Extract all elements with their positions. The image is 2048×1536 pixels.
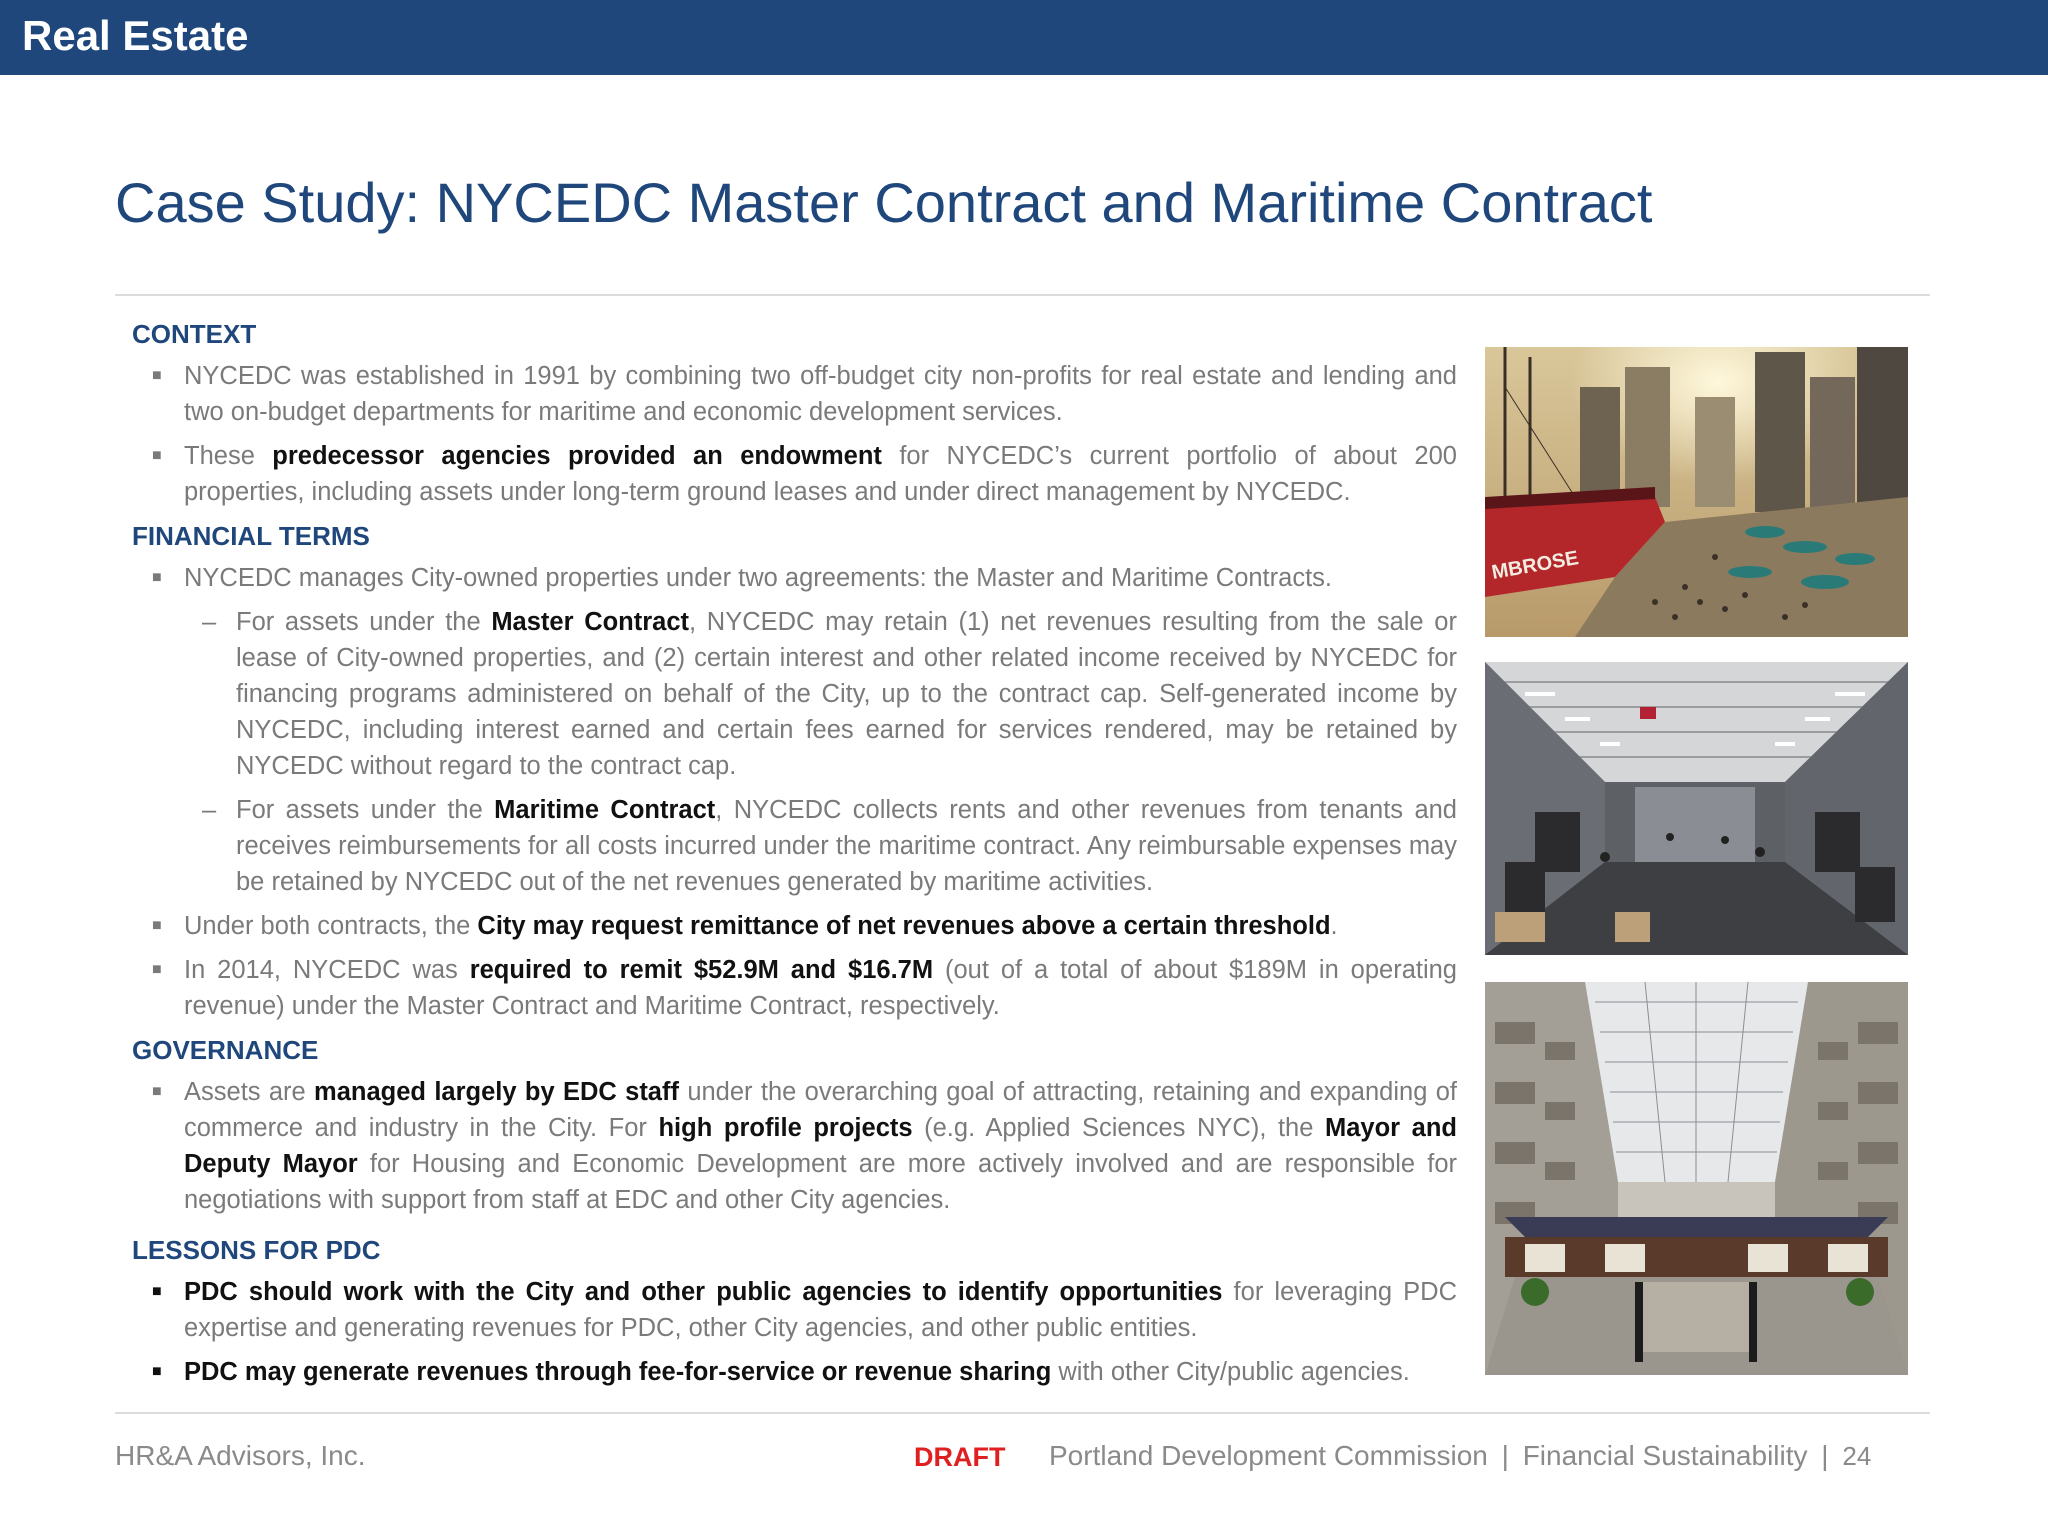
footer-report: [1049, 1440, 1871, 1472]
bullet-item: ■ NYCEDC was established in 1991 by combining two off-budget city non-profits for real estate and lending and two on-budget departments for maritime and economic development services.: [132, 358, 1457, 430]
bullet-item: ■ In 2014, NYCEDC was required to remit $52.9M and $16.7M (out of a total of about $189M in operating revenue) under the Master Contract and Maritime Contract, respectively.: [132, 952, 1457, 1024]
bullet-item: ■ PDC may generate revenues through fee-for-service or revenue sharing with other City/public agencies.: [132, 1354, 1457, 1390]
page-title: Case Study: NYCEDC Master Contract and Maritime Contract: [115, 171, 1653, 234]
bullet-item: ■ These predecessor agencies provided an endowment for NYCEDC’s current portfolio of about 200 properties, including assets under long-term ground leases and under direct management by NYCEDC.: [132, 438, 1457, 510]
footer-org: Portland Development Commission: [1049, 1440, 1488, 1471]
ship-name: MBROSE: [1490, 547, 1581, 584]
bullet-icon: ■: [152, 367, 162, 384]
market-hall-photo: [1485, 662, 1908, 955]
context-heading: CONTEXT: [132, 319, 257, 349]
financial-terms-heading: FINANCIAL TERMS: [132, 521, 370, 551]
footer-firm: HR&A Advisors, Inc.: [115, 1440, 366, 1471]
bullet-icon: ■: [152, 1363, 162, 1380]
bullet-item: ■ Assets are managed largely by EDC staff under the overarching goal of attracting, retaining and expanding of commerce and industry in the City. For high profile projects (e.g. Applied Sciences NYC), the Mayor and Deputy Mayor for Housing and Economic Development are more actively involved and are responsible for negotiations with support from staff at EDC and other City agencies.: [132, 1074, 1457, 1218]
bullet-icon: ■: [152, 569, 162, 586]
bullet-icon: ■: [152, 961, 162, 978]
footer-divider: [115, 1412, 1930, 1414]
header-bar: [0, 0, 2048, 75]
footer-separator: |: [1501, 1440, 1509, 1471]
title-divider: [115, 294, 1930, 296]
bullet-item: ■ Under both contracts, the City may request remittance of net revenues above a certain threshold.: [132, 908, 1457, 944]
bullet-icon: ■: [152, 1283, 162, 1300]
page-number: 24: [1842, 1441, 1872, 1471]
sub-bullet-item: – For assets under the Maritime Contract, NYCEDC collects rents and other revenues from tenants and receives reimbursements for all costs incurred under the maritime contract. Any reimbursable expenses may be retained by NYCEDC out of the net revenues generated by maritime activities.: [132, 792, 1457, 900]
atrium-photo: [1485, 982, 1908, 1375]
footer-report-title: Financial Sustainability: [1522, 1440, 1808, 1471]
governance-heading: GOVERNANCE: [132, 1035, 319, 1065]
bullet-item: ■ PDC should work with the City and other public agencies to identify opportunities for leveraging PDC expertise and generating revenues for PDC, other City agencies, and other public entities.: [132, 1274, 1457, 1346]
lessons-heading: LESSONS FOR PDC: [132, 1235, 381, 1265]
dash-icon: –: [202, 796, 217, 824]
dash-icon: –: [202, 608, 217, 636]
sub-bullet-item: – For assets under the Master Contract, NYCEDC may retain (1) net revenues resulting from the sale or lease of City-owned properties, and (2) certain interest and other related income received by NYCEDC for financing programs administered on behalf of the City, up to the contract cap. Self-generated income by NYCEDC, including interest earned and certain fees earned for services rendered, may be retained by NYCEDC without regard to the contract cap.: [132, 604, 1457, 784]
main-content: [132, 310, 1457, 1398]
bullet-item: ■ NYCEDC manages City-owned properties under two agreements: the Master and Maritime Contracts.: [132, 560, 1457, 596]
seaport-photo: [1485, 347, 1908, 637]
section-label: Real Estate: [22, 12, 249, 59]
bullet-icon: ■: [152, 447, 162, 464]
bullet-icon: ■: [152, 917, 162, 934]
bullet-icon: ■: [152, 1083, 162, 1100]
draft-label: DRAFT: [914, 1442, 1006, 1472]
footer-separator: |: [1821, 1440, 1829, 1471]
